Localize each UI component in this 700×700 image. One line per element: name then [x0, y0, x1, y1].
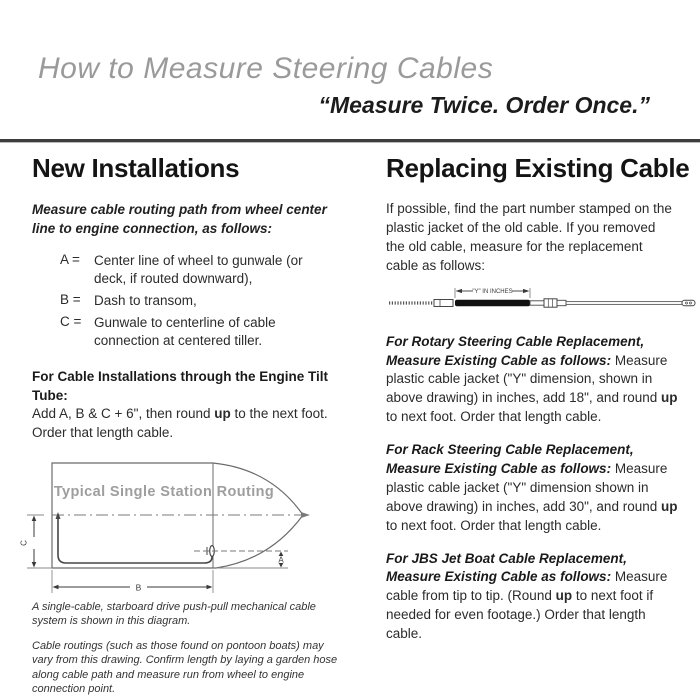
jbs-replacement-section — [386, 550, 678, 644]
rotary-section-body: Measure plastic cable jacket ("Y" dimension, shown in above drawing) in inches, add 18", and round — [386, 352, 668, 406]
dim-b-arrow-right-icon — [207, 584, 213, 589]
dim-b-label: B — [135, 582, 142, 593]
diagram-caption-primary: A single-cable, starboard drive push-pull mechanical cable system is shown in this diagram. — [32, 600, 316, 628]
replacing-cable-heading: Replacing Existing Cable — [386, 153, 690, 183]
dimension-b — [52, 570, 213, 593]
rack-section-lead: For Rack Steering Cable Replacement, Measure Existing Cable as follows: — [386, 442, 634, 476]
measurement-key-a: A = — [60, 252, 80, 268]
dimension-c — [20, 515, 53, 568]
replacing-cable-intro: If possible, find the part number stamped on the plastic jacket of the old cable. If you removed the old cable, measure for the replacement cable as follows: — [386, 201, 672, 274]
dimension-y — [455, 288, 530, 298]
rotary-section-lead: For Rotary Steering Cable Replacement, Measure Existing Cable as follows: — [386, 333, 645, 368]
tagline: “Measure Twice. Order Once.” — [318, 92, 650, 118]
measurement-row-b — [60, 292, 336, 310]
tilt-tube-text-before: Add A, B & C + 6", then round — [32, 405, 215, 421]
jbs-section-lead: For JBS Jet Boat Cable Replacement, Measure Existing Cable as follows: — [386, 550, 627, 585]
left-fitting — [434, 299, 453, 306]
tilt-tube-heading: For Cable Installations through the Engine Tilt Tube: — [32, 369, 329, 403]
replacing-cable-column — [386, 153, 690, 644]
rack-section-body: Measure plastic cable jacket ("Y" dimension shown in above drawing) in inches, add 30", and round — [386, 460, 668, 514]
rotary-bold-up: up — [660, 390, 678, 406]
outer-casing — [566, 301, 682, 304]
rotary-replacement-section — [386, 333, 678, 427]
rack-section-body-after: to next foot. Order that length cable. — [386, 517, 602, 533]
tilt-tube-text-after: to the next foot. Order that length cable. — [32, 405, 328, 440]
dim-c-arrow-down-icon — [32, 562, 37, 568]
header-divider — [0, 139, 700, 143]
cable-route-path — [58, 516, 212, 563]
dim-y-arrow-right-icon — [523, 289, 530, 293]
new-installations-heading: New Installations — [32, 153, 240, 183]
jbs-section-body: Measure cable from tip to tip. (Round — [386, 569, 668, 604]
measurement-key-b: B = — [60, 291, 81, 307]
measurement-row-c — [60, 314, 336, 350]
boat-hull-outline — [52, 463, 303, 568]
dim-y-arrow-left-icon — [456, 289, 463, 293]
jbs-bold-up: up — [555, 588, 573, 604]
measurement-desc-b: Dash to transom, — [94, 292, 197, 308]
tilt-tube-instructions — [32, 405, 336, 443]
centerline-arrow-icon — [301, 512, 310, 518]
measurement-row-a — [60, 252, 336, 288]
rack-bold-up: up — [660, 498, 678, 514]
dim-y-label: "Y" IN INCHES — [472, 288, 513, 295]
rack-replacement-section — [386, 441, 678, 535]
page-title: How to Measure Steering Cables — [38, 52, 494, 85]
cable-tube — [530, 300, 544, 304]
right-end-fitting — [682, 300, 695, 305]
dim-b-arrow-left-icon — [53, 584, 59, 589]
tilt-tube-bold-up: up — [214, 405, 231, 421]
diagram-caption-secondary: Cable routings (such as those found on pontoon boats) may vary from this drawing. Confirm length by laying a garden hose along cable path and measure run from wheel to engine connection point. — [32, 639, 338, 696]
dim-a-label: A — [278, 555, 284, 565]
dimension-a — [278, 551, 284, 567]
mounting-nut — [544, 298, 557, 306]
measurement-key-c: C = — [60, 313, 82, 329]
dim-c-label: C — [19, 539, 29, 546]
dim-c-arrow-up-icon — [32, 515, 37, 521]
jbs-section-body-after: to next foot if needed for even footage.) Order that length cable. — [386, 588, 654, 642]
collar-fitting — [557, 300, 566, 305]
measurement-list — [32, 252, 336, 349]
cable-jacket-black — [455, 299, 530, 305]
boat-routing-diagram — [18, 456, 350, 596]
new-installations-column — [19, 153, 338, 697]
rotary-section-body-after: to next foot. Order that length cable. — [386, 409, 602, 425]
measurement-desc-c: Gunwale to centerline of cable connection at centered tiller. — [94, 314, 276, 348]
measurement-desc-a: Center line of wheel to gunwale (or deck, if routed downward), — [94, 253, 303, 287]
routing-path-intro: Measure cable routing path from wheel center line to engine connection, as follows: — [32, 202, 327, 236]
diagram-title-label: Typical Single Station Routing — [53, 483, 275, 500]
steering-cable-diagram — [377, 285, 699, 319]
